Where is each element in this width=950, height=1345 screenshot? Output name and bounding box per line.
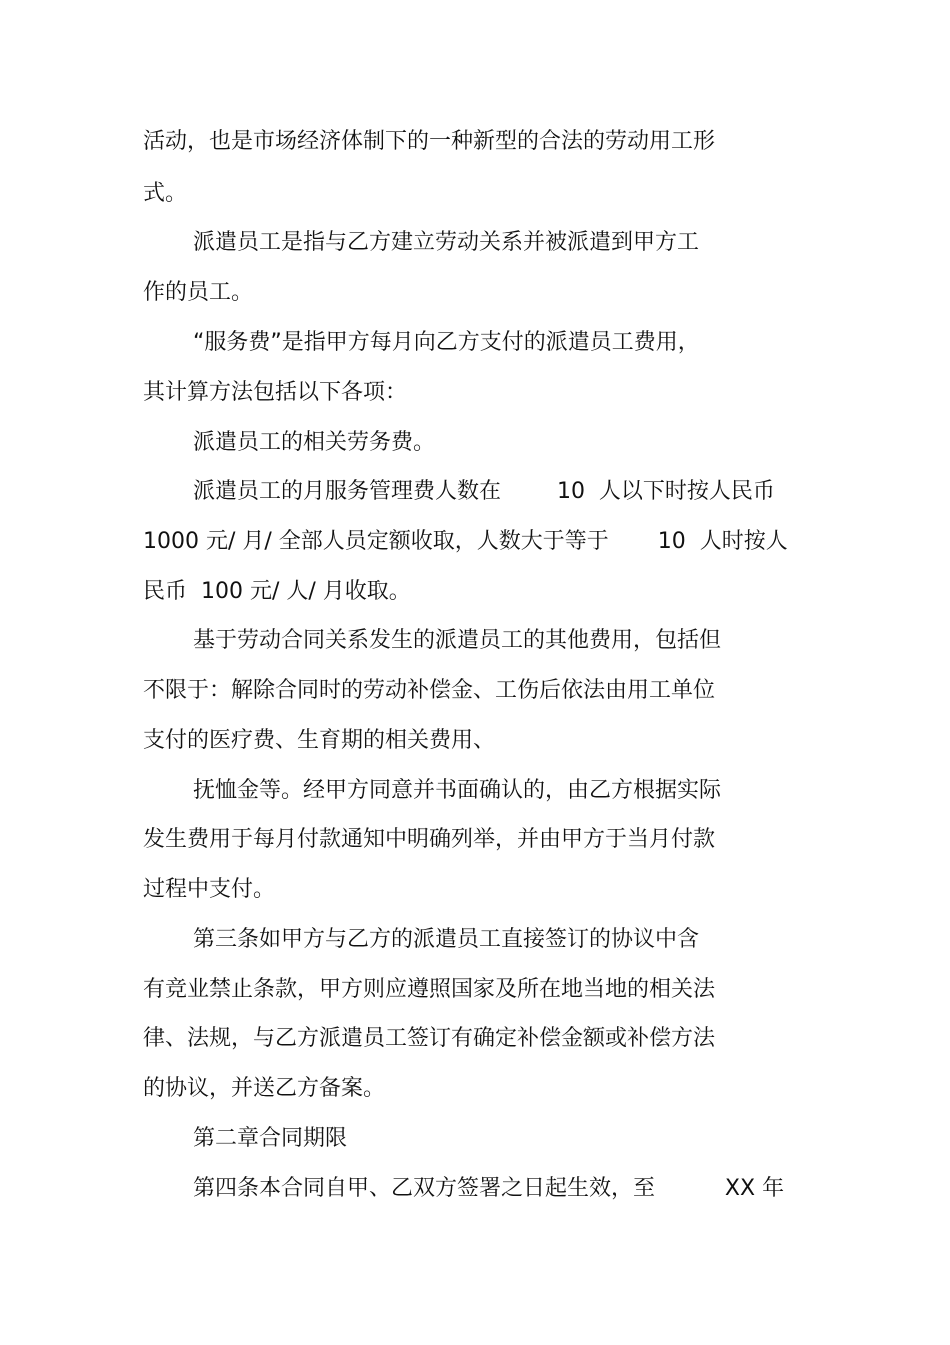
text-line: 作的员工。	[143, 280, 254, 305]
text-line: 第三条如甲方与乙方的派遣员工直接签订的协议中含	[193, 927, 700, 952]
text-line: 第四条本合同自甲、乙双方签署之日起生效，至 XX 年	[193, 1176, 785, 1201]
text-line: “服务费”是指甲方每月向乙方支付的派遣员工费用，	[193, 330, 700, 355]
text-line: 式。	[143, 181, 188, 206]
section-heading: 第二章合同期限	[193, 1126, 348, 1151]
text-line: 派遣员工的相关劳务费。	[193, 430, 436, 455]
text-line: 发生费用于每月付款通知中明确列举，并由甲方于当月付款	[143, 827, 716, 852]
text-line: 抚恤金等。经甲方同意并书面确认的，由乙方根据实际	[193, 778, 722, 803]
text-line: 的协议，并送乙方备案。	[143, 1076, 386, 1101]
text-line: 活动，也是市场经济体制下的一种新型的合法的劳动用工形	[143, 129, 716, 154]
text-line: 派遣员工是指与乙方建立劳动关系并被派遣到甲方工	[193, 230, 700, 255]
text-line: 民币 100 元/ 人/ 月收取。	[143, 579, 411, 604]
text-line: 律、法规，与乙方派遣员工签订有确定补偿金额或补偿方法	[143, 1026, 716, 1051]
text-line: 不限于：解除合同时的劳动补偿金、工伤后依法由用工单位	[143, 678, 716, 703]
text-line: 派遣员工的月服务管理费人数在 10 人以下时按人民币	[193, 479, 775, 504]
text-line: 基于劳动合同关系发生的派遣员工的其他费用，包括但	[193, 628, 722, 653]
text-line: 支付的医疗费、生育期的相关费用、	[143, 728, 496, 753]
text-line: 过程中支付。	[143, 877, 276, 902]
text-line: 其计算方法包括以下各项：	[143, 380, 408, 405]
text-line: 有竞业禁止条款，甲方则应遵照国家及所在地当地的相关法	[143, 977, 716, 1002]
text-line: 1000 元/ 月/ 全部人员定额收取，人数大于等于 10 人时按人	[143, 529, 788, 554]
